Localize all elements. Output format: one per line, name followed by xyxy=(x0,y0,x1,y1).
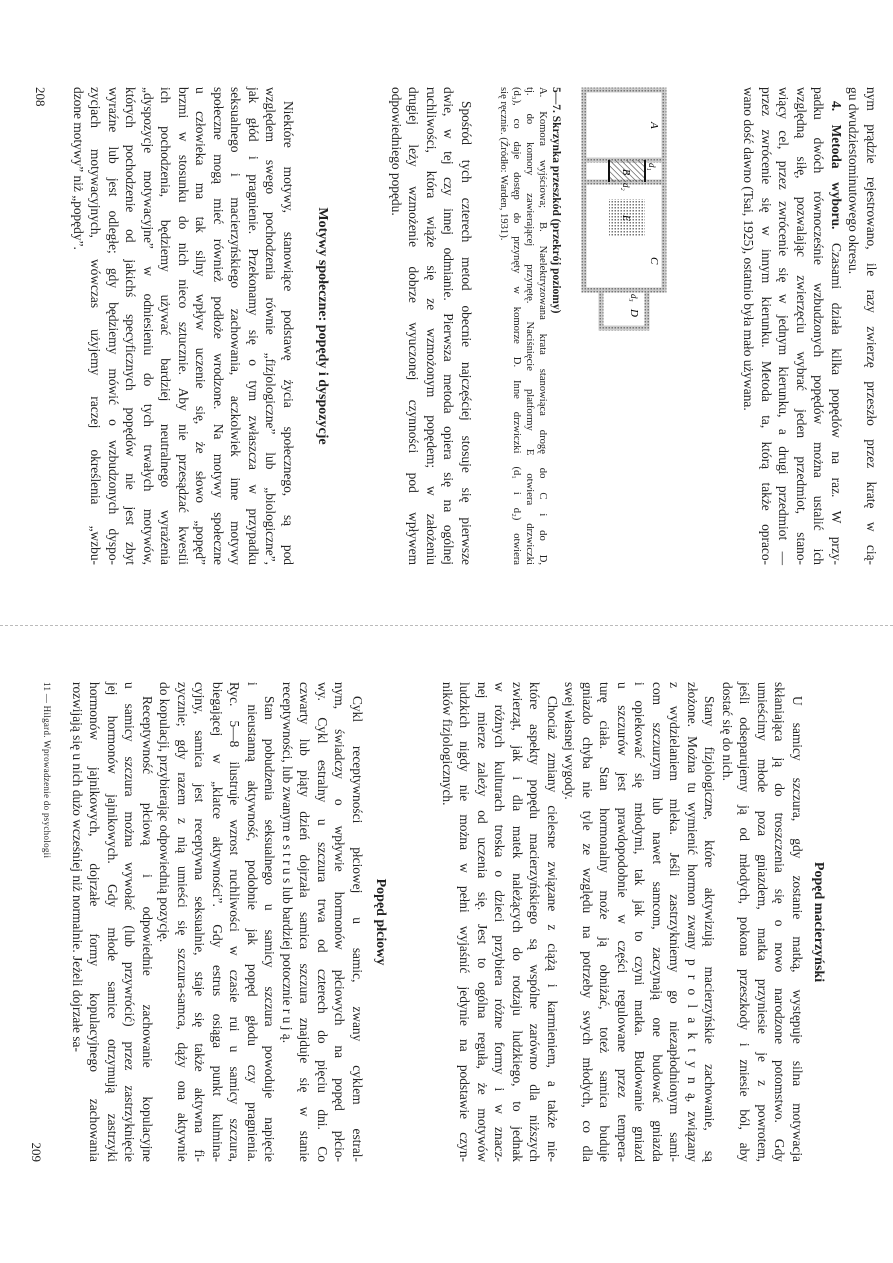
section-heading-sexual-drive xyxy=(372,682,390,1162)
paragraph-line: brzmi w stosunku do nich nieco sztucznie. Aby nie przesądzać kwestii xyxy=(176,87,191,565)
page-number: 209 xyxy=(29,1142,44,1162)
method-4-lines xyxy=(740,87,828,565)
methods-paragraph xyxy=(388,87,476,565)
paragraph-line: jak głód i pragnienie. Przekonamy się o tym zwłaszcza w przypadku xyxy=(246,87,261,565)
paragraph-line: Stan pobudzenia seksualnego u samicy szczura powoduje napięcie xyxy=(262,696,278,1162)
paragraph-line: wy. Cykl estralny u szczura trwa od czterech do pięciu dni. Co xyxy=(315,682,330,1162)
paragraph-line: hormonów jajnikowych, dojrzałe formy kopulacyjnego zachowania xyxy=(87,682,103,1162)
figure-caption-title: 5—7. Skrzynka przeszkód (przekrój poziomy) xyxy=(550,87,562,314)
social-motives-paragraph xyxy=(70,87,298,565)
label-d: D xyxy=(628,309,640,317)
label-c: C xyxy=(648,257,660,265)
sexual-paragraph-2 xyxy=(156,682,279,1162)
paragraph-line: względną siłę, pozwalając zwierzęciu wybrać jeden przedmiot, stano- xyxy=(794,87,809,565)
paragraph-line: dostać się do nich. xyxy=(720,682,735,781)
paragraph-line: nej mierze zależy od uczenia się. Jest to ogólna reguła, że motywów xyxy=(475,682,490,1162)
paragraph-line: A. Komora wyjściowa; B. Naelektryzowana krata stanowiąca drogę do C i do D, xyxy=(537,87,548,565)
paragraph-line: zycjach motywacyjnych, wówczas użyjemy raczej określenia „wzbu- xyxy=(88,87,104,565)
paragraph-line: Niektóre motywy, stanowiące podstawę życia społecznego, są pod xyxy=(281,101,296,565)
paragraph-line: com szczurzym lub nawet samcom, zaczynają one budować gniazda xyxy=(650,682,665,1162)
paragraph-line: tj. do komory zawierającej przynętę. Naciśnięcie platformy E otwiera drzwiczki xyxy=(524,87,535,565)
paragraph-line: seksualnego i macierzyńskiego zachowania, aczkolwiek inne motywy xyxy=(228,87,244,565)
paragraph-line: społeczne mogą mieć również podłoże wrodzone. Na motywy społeczne xyxy=(211,87,226,565)
paragraph-line: nym prądzie rejestrowano, ile razy zwierzę przeszło przez kratę w cią- xyxy=(864,87,879,565)
paragraph-line: ników fizjologicznych. xyxy=(440,682,455,806)
paragraph-line: wano dość dawno (Tsai, 1925), ostatnio była mało używana. xyxy=(741,87,757,411)
paragraph-line: do kopulacji, przybierając odpowiednią pozycję. xyxy=(157,682,173,943)
paragraph-line: swej własnej wygody. xyxy=(562,682,578,800)
paragraph-line: U samicy szczura, gdy zostanie matką, występuje silna motywacja xyxy=(790,696,805,1162)
sexual-paragraph-3 xyxy=(69,682,157,1162)
paragraph-line: (d₃), co daje dostęp do przynęty w komorze D. Inne drzwiczki (d₁ i d₂) otwiera xyxy=(511,87,522,565)
heading-text: Motywy społeczne: popędy i dyspozycje xyxy=(315,207,330,445)
paragraph-line: Cykl receptywności płciowej u samic, zwany cyklem estral- xyxy=(350,696,365,1162)
paragraph-line: wyraźne lub jest odległe; gdy będziemy mówić o wzbudzonych dyspo- xyxy=(106,87,121,565)
method-4-heading: 4. Metoda wyboru. xyxy=(829,101,844,230)
heading-text: Popęd płciowy xyxy=(373,878,388,966)
paragraph-line: u samicy szczura można wywołać (lub przywrócić) przez zastrzyknięcie xyxy=(122,682,138,1162)
paragraph-line: nym, świadczy o wpływie hormonów płciowych na popęd płcio- xyxy=(332,682,348,1162)
paragraph-line: dwie, w tej czy innej odmianie. Pierwsza metoda opiera się na ogólnej xyxy=(441,87,457,565)
method-4-paragraph xyxy=(740,87,845,565)
page-fold-divider xyxy=(0,625,893,626)
figure-caption xyxy=(497,87,562,565)
paragraph-line: które aspekty popędu macierzyńskiego są wspólne zarówno dla niższych xyxy=(527,682,543,1162)
label-b: B xyxy=(620,169,631,176)
paragraph-line: i nieustanną aktywność, podobnie jak popęd głodu czy pragnienia. xyxy=(245,682,260,1162)
maternal-paragraph-3 xyxy=(439,682,562,1162)
paragraph-line: u człowieka ma tak silny wpływ uczenie się, że słowo „popęd” xyxy=(193,87,209,565)
paragraph-line: przez zwrócenie się w innym kierunku. Metoda ta, którą także opraco- xyxy=(759,87,774,565)
paragraph-line: czwarty lub piąty dzień dojrzała samica szczura znajduje się w stanie xyxy=(297,682,313,1162)
paragraph-line: ludzkich nigdy nie można w pełni wyjaśnić jedynie na podstawie czyn- xyxy=(457,682,473,1162)
paragraph-line: Receptywność płciową i odpowiednie zachowanie kopulacyjne xyxy=(140,696,155,1162)
label-d3: d₃ xyxy=(629,294,639,302)
paragraph-line: odpowiedniego popędu. xyxy=(389,87,404,216)
intro-paragraph xyxy=(845,87,880,565)
label-d2: d₂ xyxy=(621,183,631,191)
maternal-paragraph-1 xyxy=(719,682,807,1162)
paragraph-line: wiący cel, przez zwrócenie się w jednym kierunku, a drugi przedmiot — xyxy=(776,87,792,565)
paragraph-line: umieścimy młode poza gniazdem, matka przyniesie je z powrotem, xyxy=(755,682,770,1162)
label-a: A xyxy=(648,122,660,129)
section-heading-maternal-drive xyxy=(810,682,828,1162)
paragraph-line: Chociaż zmiany cielesne związane z ciążą i karmieniem, a także nie- xyxy=(545,696,560,1162)
paragraph-line: których pochodzenie od jakichś specyficznych popędów nie jest zbyt xyxy=(123,87,139,565)
paragraph-line: Ryc. 5—8 ilustruje wzrost ruchliwości w czasie rui u samicy szczura, xyxy=(227,682,243,1162)
heading-text: Popęd macierzyński xyxy=(811,861,826,983)
paragraph-line: rozwijają się u nich dużo wcześniej niż normalnie. Jeżeli dojrzałe sa- xyxy=(70,682,85,1052)
paragraph-line: gniazdo chyba nie tyle ze względu na potrzeby swych młodych, co dla xyxy=(580,682,595,1162)
paragraph-line: biegającej w „klatce aktywności”. Gdy estrus osiąga punkt kulmina- xyxy=(210,682,225,1162)
paragraph-line xyxy=(828,87,846,565)
paragraph-line: gu dwudziestominutowego okresu. xyxy=(846,87,862,275)
paragraph-line: w różnych kulturach troska o dzieci przybiera różne formy i w znacz- xyxy=(492,682,508,1162)
paragraph-line: złożone. Można tu wymienić hormon zwany p r o l a k t y n ą, związany xyxy=(685,682,700,1162)
paragraph-line: się ręcznie. (Źródło: Warden, 1931). xyxy=(498,87,509,241)
label-e: E xyxy=(620,215,631,222)
sexual-paragraph-1 xyxy=(279,682,367,1162)
paragraph-line: jej hormonów jajnikowych. Gdy młode samice otrzymują zastrzyki xyxy=(105,682,120,1162)
page-208 xyxy=(20,87,880,565)
label-d1: d₁ xyxy=(647,163,657,171)
paragraph-line: ich pochodzenia, będziemy używać bardziej neutralnego wyrażenia xyxy=(158,87,174,565)
maternal-paragraph-2 xyxy=(561,682,719,1162)
page-209 xyxy=(20,682,880,1162)
book-footer: 11 — Hilgard. Wprowadzenie do psychologii xyxy=(42,682,52,859)
paragraph-line: zycznie; gdy razem z nią umieści się szczura-samca, dąży ona aktywnie xyxy=(175,682,190,1162)
paragraph-line: turę ciała. Stan hormonalny może ją obniżać, toteż samica buduje xyxy=(597,682,613,1162)
figure-caption-lines xyxy=(497,87,549,565)
line-text: Czasami działa kilka popędów na raz. W przy- xyxy=(829,243,844,565)
paragraph-line: receptywności, lub zwanym e s t r u s lub bardziej potocznie r u j ą. xyxy=(280,682,295,1044)
paragraph-line: dzone motywy” niż „popędy”. xyxy=(71,87,86,250)
paragraph-line: cyjny, samica jest receptywna seksualnie, staje się także aktywna fi- xyxy=(192,682,208,1162)
paragraph-line: padku dwóch równocześnie wzbudzonych popędów można ustalić ich xyxy=(811,87,827,565)
section-heading-social-motives xyxy=(314,87,332,565)
paragraph-line: ruchliwości, która wiąże się ze wzmożonym popędem; w założeniu xyxy=(424,87,439,565)
paragraph-line: drugiej leży wzmożenie dobrze wyuczonej czynności pod wpływem xyxy=(406,87,422,565)
paragraph-line: u szczurów jest prawdopodobnie w części regulowane przez tempera- xyxy=(615,682,630,1162)
paragraph-line: Stany fizjologiczne, które aktywizują macierzyńskie zachowanie, są xyxy=(702,696,718,1162)
paragraph-line: Spośród tych czterech metod obecnie najczęściej stosuje się pierwsze xyxy=(459,101,474,565)
paragraph-line: względem swego pochodzenia równie „fizjologiczne” lub „biologiczne”, xyxy=(263,87,279,565)
paragraph-line: jeśli odseparujemy ją od młodych, pokona przeszkody i zniesie ból, aby xyxy=(737,682,753,1162)
paragraph-line: z wydzielaniem mleka. Jeśli zastrzykniemy go niezapłodnionym sami- xyxy=(667,682,683,1162)
paragraph-line: skłaniająca ją do troszczenia się o nowo narodzone potomstwo. Gdy xyxy=(772,682,788,1162)
obstacle-box-diagram xyxy=(581,87,667,347)
paragraph-line: „dyspozycje motywacyjne” w odniesieniu do tych trwałych motywów, xyxy=(141,87,156,565)
paragraph-line: zwierząt, jak i dla matek należących do rodzaju ludzkiego, to jednak xyxy=(510,682,525,1162)
page-number: 208 xyxy=(33,87,48,107)
paragraph-line: i opiekować się młodymi, tak jak to czyni matka. Budowanie gniazd xyxy=(632,682,648,1162)
